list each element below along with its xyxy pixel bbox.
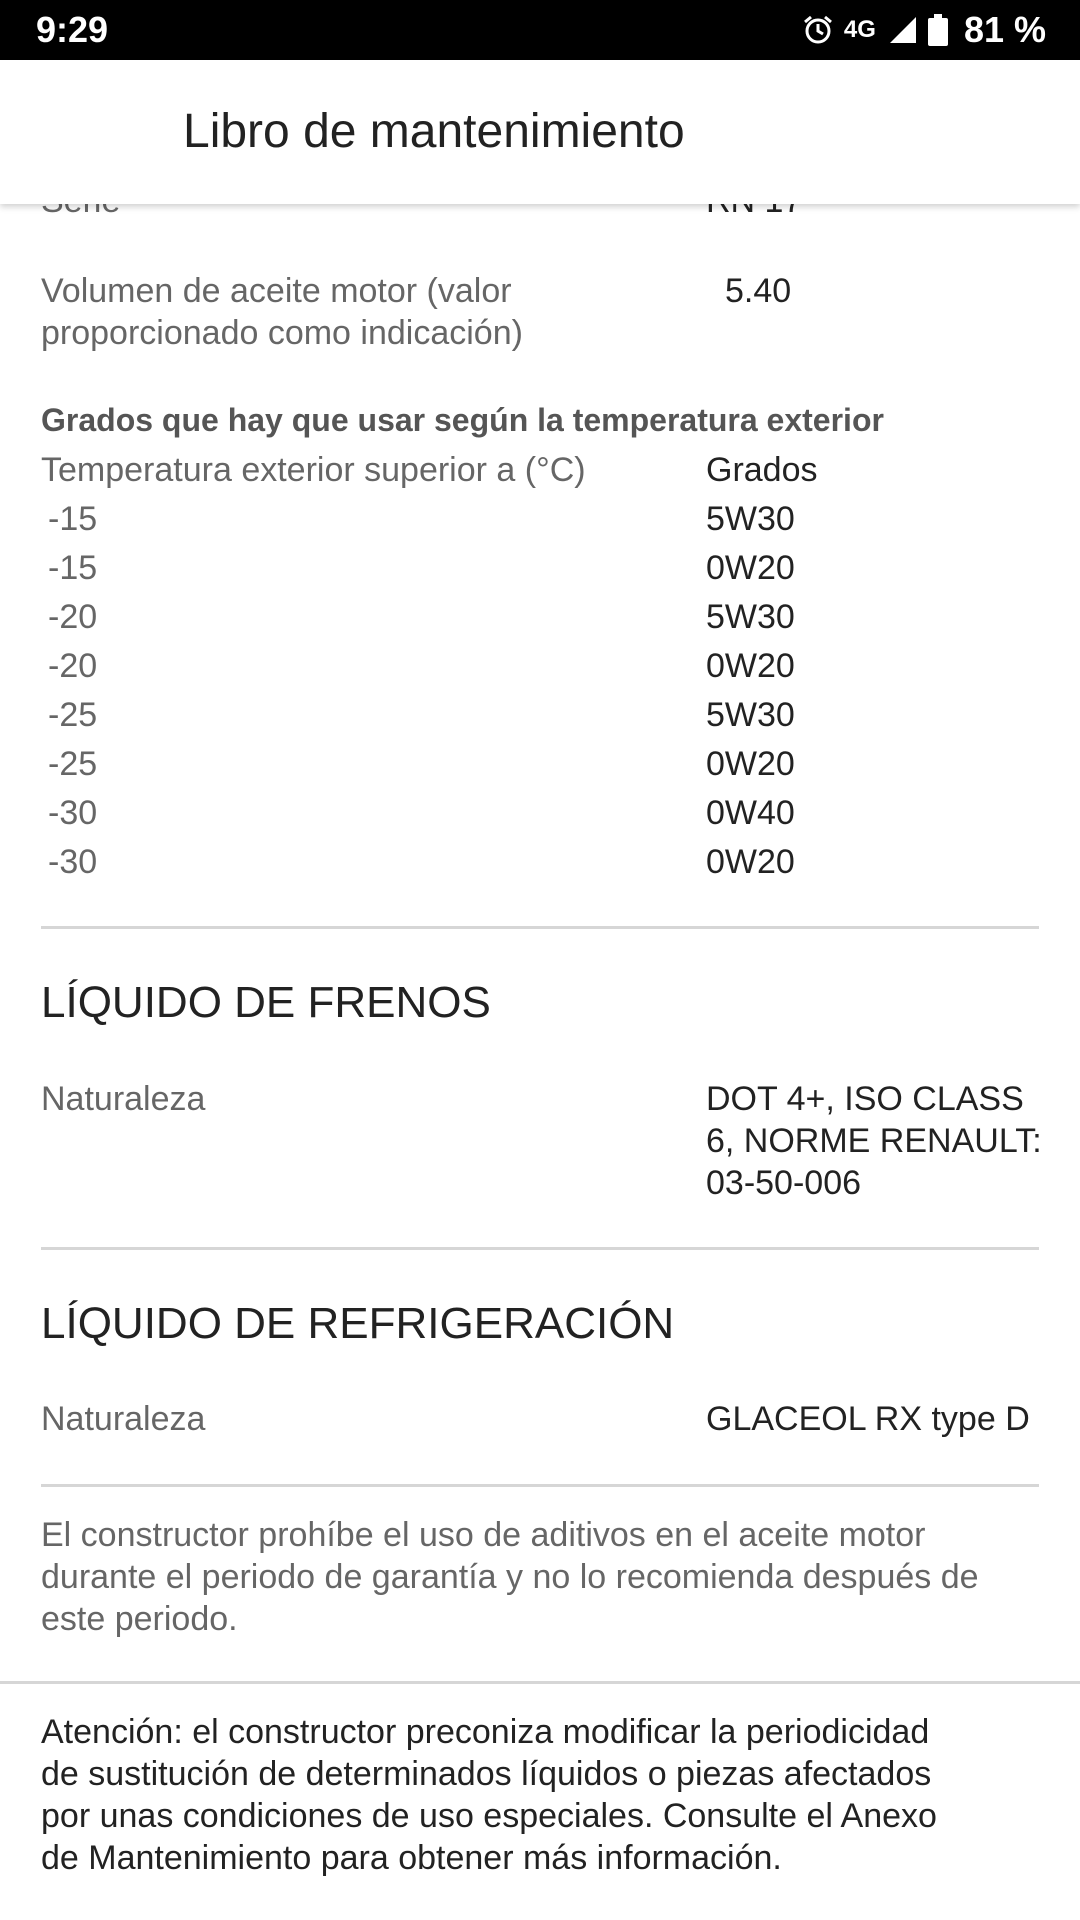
- alarm-icon: [802, 14, 834, 46]
- coolant-label: Naturaleza: [41, 1400, 206, 1438]
- divider: [0, 1681, 1080, 1684]
- brake-fluid-value: DOT 4+, ISO CLASS 6, NORME RENAULT: 03-50-006: [706, 1080, 1042, 1202]
- table-row-temp: -25: [48, 745, 98, 783]
- table-row-temp: -25: [48, 696, 98, 734]
- maintenance-content[interactable]: [0, 204, 1080, 1920]
- table-row-temp: -20: [48, 647, 98, 685]
- status-icons: [802, 9, 1046, 51]
- coolant-title: LÍQUIDO DE REFRIGERACIÓN: [41, 1299, 675, 1348]
- divider: [41, 1484, 1039, 1487]
- oil-volume-value: 5.40: [725, 272, 792, 310]
- battery-percent: 81 %: [963, 9, 1046, 50]
- table-row-grade: 0W20: [706, 843, 795, 881]
- page-title: Libro de mantenimiento: [183, 105, 685, 158]
- table-row-grade: 5W30: [706, 598, 795, 636]
- grades-heading: Grados que hay que usar según la temperatura exterior: [41, 402, 884, 438]
- table-row-temp: -15: [48, 500, 98, 538]
- table-row-grade: 0W20: [706, 549, 795, 587]
- divider: [41, 1247, 1039, 1250]
- divider: [41, 926, 1039, 929]
- table-row-grade: 5W30: [706, 500, 795, 538]
- table-row-grade: 5W30: [706, 696, 795, 734]
- network-type: 4G: [843, 16, 876, 43]
- oil-volume-label: Volumen de aceite motor (valor proporcionado como indicación): [41, 272, 523, 352]
- app-bar: [0, 60, 1080, 204]
- coolant-value: GLACEOL RX type D: [706, 1400, 1030, 1438]
- status-time: 9:29: [36, 9, 109, 50]
- battery-icon: [928, 14, 948, 46]
- brake-fluid-label: Naturaleza: [41, 1080, 206, 1118]
- attention-note: Atención: el constructor preconiza modificar la periodicidad de sustitución de determinados líquidos o piezas afectados por unas condiciones de uso especiales. Consulte el Anexo de Mantenimiento para obtener más información.: [41, 1713, 937, 1877]
- signal-icon: [888, 15, 918, 45]
- brake-fluid-title: LÍQUIDO DE FRENOS: [41, 978, 491, 1027]
- table-row-temp: -30: [48, 794, 98, 832]
- temperature-column-header: Temperatura exterior superior a (°C): [41, 451, 586, 489]
- table-row-temp: -30: [48, 843, 98, 881]
- table-row-grade: 0W20: [706, 745, 795, 783]
- grade-column-header: Grados: [706, 451, 818, 489]
- status-bar: [0, 0, 1080, 60]
- table-row-temp: -15: [48, 549, 98, 587]
- table-row-grade: 0W40: [706, 794, 795, 832]
- table-row-temp: -20: [48, 598, 98, 636]
- additives-note: El constructor prohíbe el uso de aditivos en el aceite motor durante el periodo de garantía y no lo recomienda después de este periodo.: [41, 1516, 979, 1638]
- table-row-grade: 0W20: [706, 647, 795, 685]
